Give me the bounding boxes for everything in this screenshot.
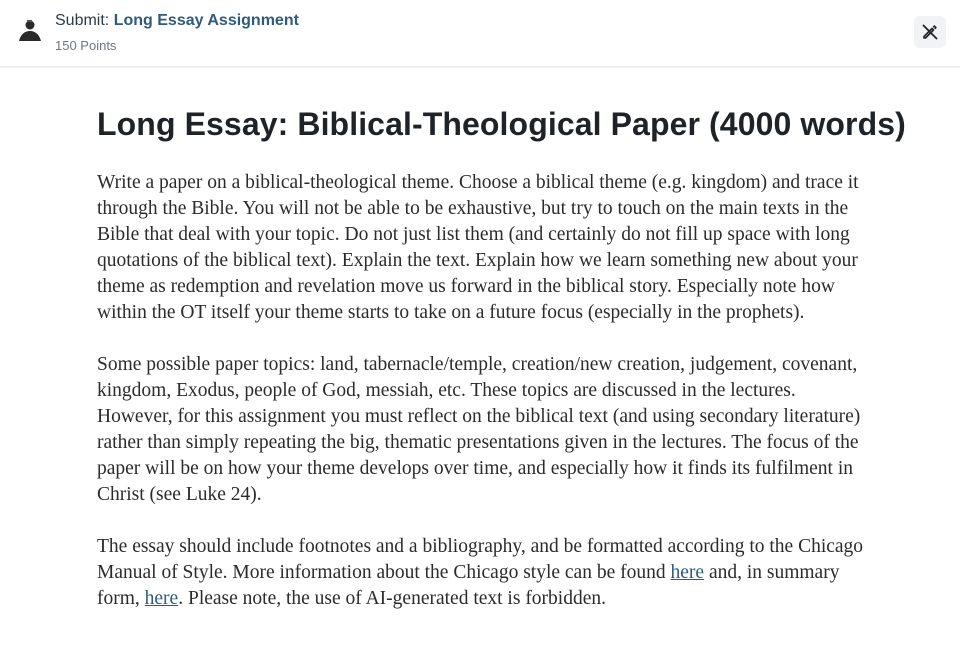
- paragraph-3-text-2: and, in summary form,: [97, 562, 840, 609]
- assignment-heading: Long Essay: Biblical-Theological Paper (4000 words): [97, 106, 906, 142]
- chicago-summary-link[interactable]: here: [144, 588, 179, 609]
- submit-prefix: Submit:: [55, 12, 110, 29]
- submission-header: [0, 0, 960, 68]
- instructions-paragraph-2: Some possible paper topics: land, tabernacle/temple, creation/new creation, judgement, covenant, kingdom, Exodus, people of God, messiah, etc. These topics are discussed in the lectures. However, for this assignment you must reflect on the biblical text (and using secondary literature) rather than simply repeating the big, thematic presentations given in the lectures. The focus of the paper will be on how your theme develops over time, and especially how it finds its fulfilment in Christ (see Luke 24).: [97, 354, 861, 505]
- chicago-style-link[interactable]: here: [670, 562, 705, 583]
- paragraph-3-text-3: . Please note, the use of AI-generated text is forbidden.: [178, 588, 606, 609]
- avatar: [14, 16, 44, 46]
- points-label: 150 Points: [55, 38, 117, 53]
- edit-toggle-button[interactable]: [914, 16, 946, 48]
- instructions-paragraph-3: [97, 534, 872, 612]
- assignment-title[interactable]: Long Essay Assignment: [113, 12, 299, 29]
- edit-off-icon: [921, 23, 939, 41]
- submit-line: [55, 12, 299, 30]
- assignment-description: [97, 104, 906, 638]
- instructions-paragraph-1: Write a paper on a biblical-theological theme. Choose a biblical theme (e.g. kingdom) and trace it through the Bible. You will not be able to be exhaustive, but try to touch on the main texts in the Bible that deal with your topic. Do not just list them (and certainly do not fill up space with long quotations of the biblical text). Explain the text. Explain how we learn something new about your theme as redemption and revelation move us forward in the biblical story. Especially note how within the OT itself your theme starts to take on a future focus (especially in the prophets).: [97, 172, 859, 323]
- assignment-body: [97, 170, 872, 612]
- paragraph-3-text-1: The essay should include footnotes and a bibliography, and be formatted according to the Chicago Manual of Style. More information about the Chicago style can be found: [97, 536, 864, 583]
